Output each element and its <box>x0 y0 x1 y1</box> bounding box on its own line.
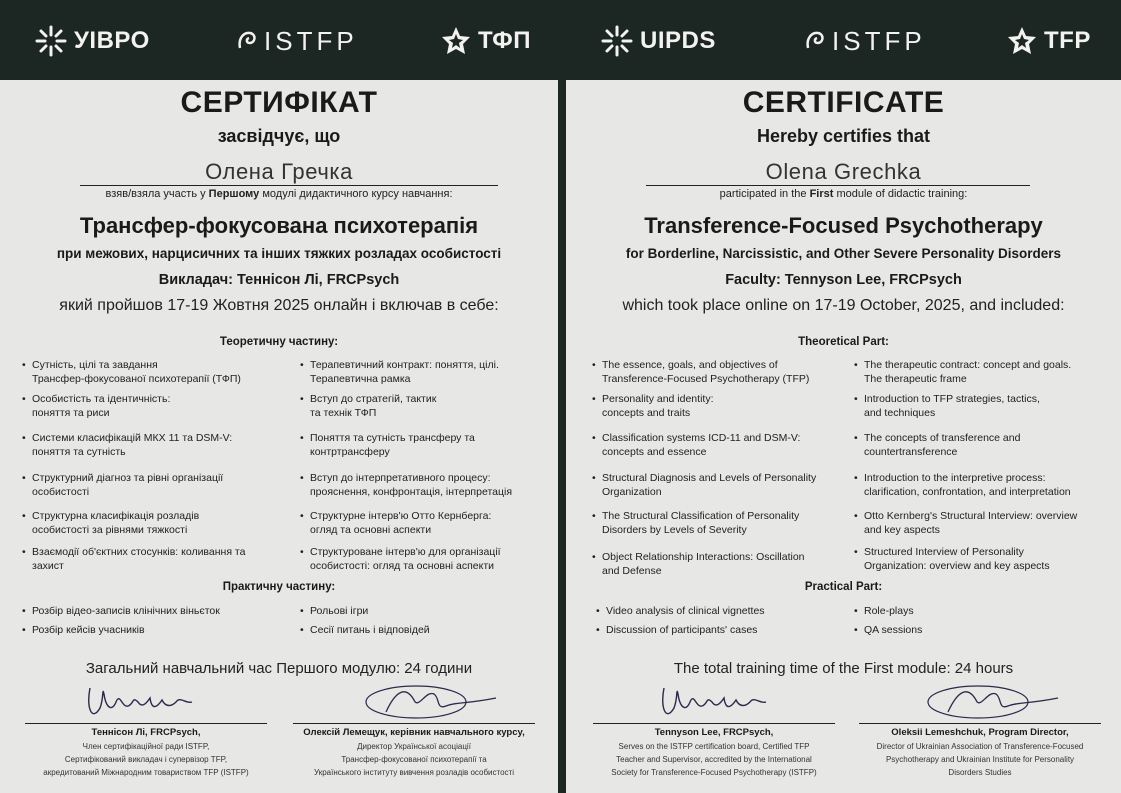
tfp-logo <box>440 24 531 58</box>
practice-item: • QA sessions <box>854 623 922 637</box>
practice-item: • Role-plays <box>854 604 914 618</box>
participation-text <box>566 188 1121 200</box>
tfp-logo <box>1006 24 1091 58</box>
practice-heading: Практичну частину: <box>222 581 336 593</box>
certifies-text: Hereby certifies that <box>756 126 931 146</box>
theory-item: • Структуроване інтерв'ю для організації особистості: огляд та основні аспекти <box>300 545 501 573</box>
theory-item: • Introduction to TFP strategies, tactics, and techniques <box>854 392 1040 420</box>
theory-item: • Терапевтичний контракт: поняття, цілі. Терапевтична рамка <box>300 358 499 386</box>
logo-header <box>0 0 558 80</box>
signatory-role: Director of Ukrainian Association of Transference-Focused Psychotherapy and Ukrainian Institute for Personality Disorders Studies <box>876 742 1084 777</box>
theory-item: • Структурне інтерв'ю Отто Кернберга: огляд та основні аспекти <box>300 509 491 537</box>
signature-lemeshchuk <box>356 680 506 726</box>
uipds-label: УІВРО <box>74 27 150 54</box>
theory-item: • Сутність, цілі та завдання Трансфер-фокусованої психотерапії (ТФП) <box>22 358 241 386</box>
uipds-label: UIPDS <box>640 27 716 54</box>
spiral-icon <box>804 28 826 54</box>
theory-item: • Classification systems ICD-11 and DSM-V: concepts and essence <box>592 431 800 459</box>
practice-item: • Розбір відео-записів клінічних віньєток <box>22 604 220 618</box>
signature-line <box>593 723 835 724</box>
faculty-line: Faculty: Tennyson Lee, FRCPsych <box>725 272 962 288</box>
logo-header <box>566 0 1121 80</box>
uipds-logo <box>600 24 716 58</box>
participation-text-after: module of didactic training: <box>833 188 968 200</box>
module-ordinal: Першому <box>208 188 260 200</box>
faculty-line: Викладач: Теннісон Лі, FRCPsych <box>158 272 400 288</box>
spiral-icon <box>236 28 258 54</box>
certificate-english <box>566 0 1121 793</box>
tfp-star-icon <box>440 25 472 57</box>
theory-item: • Introduction to the interpretive process: clarification, confrontation, and interpretation <box>854 471 1071 499</box>
course-subtitle: for Borderline, Narcissistic, and Other Severe Personality Disorders <box>625 246 1062 261</box>
tfp-star-icon <box>1006 25 1038 57</box>
theory-item: • Вступ до інтерпретативного процесу: прояснення, конфронтація, інтерпретація <box>300 471 512 499</box>
signatory-role: Serves on the ISTFP certification board, Certified TFP Teacher and Supervisor, accredited by the International Society for Transference-Focused Psychotherapy (ISTFP) <box>611 742 817 777</box>
theory-heading: Теоретичну частину: <box>219 336 339 348</box>
participation-text-before: взяв/взяла участь у <box>105 188 209 200</box>
signatory-name: Oleksii Lemeshchuk, Program Director, <box>891 727 1069 738</box>
practice-item: • Сесії питань і відповідей <box>300 623 430 637</box>
practice-heading: Practical Part: <box>804 581 883 593</box>
participation-text <box>0 188 558 200</box>
istfp-logo <box>804 24 926 58</box>
signature-lemeshchuk <box>918 680 1068 726</box>
theory-heading: Theoretical Part: <box>798 336 889 348</box>
theory-item: • Системи класифікацій МКХ 11 та DSM-V: поняття та сутність <box>22 431 232 459</box>
signatory-role: Директор Української асоціації Трансфер-фокусованої психотерапії та Українського інституту вивчення розладів особистості <box>314 742 514 777</box>
certificate-title: СЕРТИФІКАТ <box>180 86 378 119</box>
signature-line <box>25 723 267 724</box>
module-ordinal: First <box>809 188 834 200</box>
name-underline <box>646 185 1030 186</box>
name-underline <box>80 185 498 186</box>
certifies-text: засвідчує, що <box>217 126 341 146</box>
tfp-label: TFP <box>1044 27 1091 54</box>
signatory-name: Олексій Лемещук, керівник навчального курсу, <box>303 727 525 738</box>
signature-tennyson-lee <box>654 678 784 726</box>
theory-item: • Вступ до стратегій, тактик та технік ТФП <box>300 392 436 420</box>
theory-item: • Personality and identity: concepts and traits <box>592 392 713 420</box>
signature-line <box>859 723 1101 724</box>
dates-line: який пройшов 17-19 Жовтня 2025 онлайн і включав в себе: <box>59 297 499 314</box>
total-time: The total training time of the First module: 24 hours <box>673 660 1014 677</box>
istfp-label: ISTFP <box>264 25 358 56</box>
signatory-role: Член сертифікаційної ради ISTFP, Сертифікований викладач і супервізор ТFP, акредитований Міжнародним товариством ТFP (ISTFP) <box>43 742 249 777</box>
istfp-label: ISTFP <box>832 25 926 56</box>
theory-item: • Otto Kernberg's Structural Interview: overview and key aspects <box>854 509 1077 537</box>
theory-item: • The Structural Classification of Personality Disorders by Levels of Severity <box>592 509 799 537</box>
practice-item: • Розбір кейсів учасників <box>22 623 145 637</box>
theory-item: • Особистість та ідентичність: поняття та риси <box>22 392 170 420</box>
tfp-label: ТФП <box>478 27 531 54</box>
practice-item: • Discussion of participants' cases <box>596 623 757 637</box>
practice-item: • Рольові ігри <box>300 604 368 618</box>
burst-icon <box>600 24 634 58</box>
dates-line: which took place online on 17-19 October, 2025, and included: <box>622 297 1065 314</box>
theory-item: • The therapeutic contract: concept and goals. The therapeutic frame <box>854 358 1071 386</box>
signature-line <box>293 723 535 724</box>
theory-item: • Поняття та сутність трансферу та контртрансферу <box>300 431 475 459</box>
signature-tennyson-lee <box>80 678 210 726</box>
theory-item: • Structural Diagnosis and Levels of Personality Organization <box>592 471 816 499</box>
theory-item: • Structured Interview of Personality Organization: overview and key aspects <box>854 545 1050 573</box>
total-time: Загальний навчальний час Першого модулю: 24 години <box>85 660 473 677</box>
theory-item: • Object Relationship Interactions: Oscillation and Defense <box>592 550 805 578</box>
participation-text-before: participated in the <box>719 188 810 200</box>
participant-name: Олена Гречка <box>205 159 353 184</box>
signatory-name: Tennyson Lee, FRCPsych, <box>654 727 774 738</box>
istfp-logo <box>236 24 358 58</box>
course-title: Transference-Focused Psychotherapy <box>644 213 1043 238</box>
theory-item: • The essence, goals, and objectives of Transference-Focused Psychotherapy (TFP) <box>592 358 809 386</box>
signatory-name: Теннісон Лі, FRCPsych, <box>91 727 201 738</box>
course-title: Трансфер-фокусована психотерапія <box>79 213 479 238</box>
theory-item: • Структурний діагноз та рівні організації особистості <box>22 471 223 499</box>
certificate-ukrainian <box>0 0 558 793</box>
participant-name: Olena Grechka <box>765 159 922 184</box>
practice-item: • Video analysis of clinical vignettes <box>596 604 765 618</box>
theory-item: • Взаємодії об'єктних стосунків: коливання та захист <box>22 545 245 573</box>
course-subtitle: при межових, нарцисичних та інших тяжких розладах особистості <box>56 246 502 261</box>
participation-text-after: модулі дидактичного курсу навчання: <box>259 188 453 200</box>
theory-item: • Структурна класифікація розладів особистості за рівнями тяжкості <box>22 509 199 537</box>
burst-icon <box>34 24 68 58</box>
certificate-title: CERTIFICATE <box>742 86 945 119</box>
uipds-logo <box>34 24 150 58</box>
theory-item: • The concepts of transference and countertransference <box>854 431 1020 459</box>
